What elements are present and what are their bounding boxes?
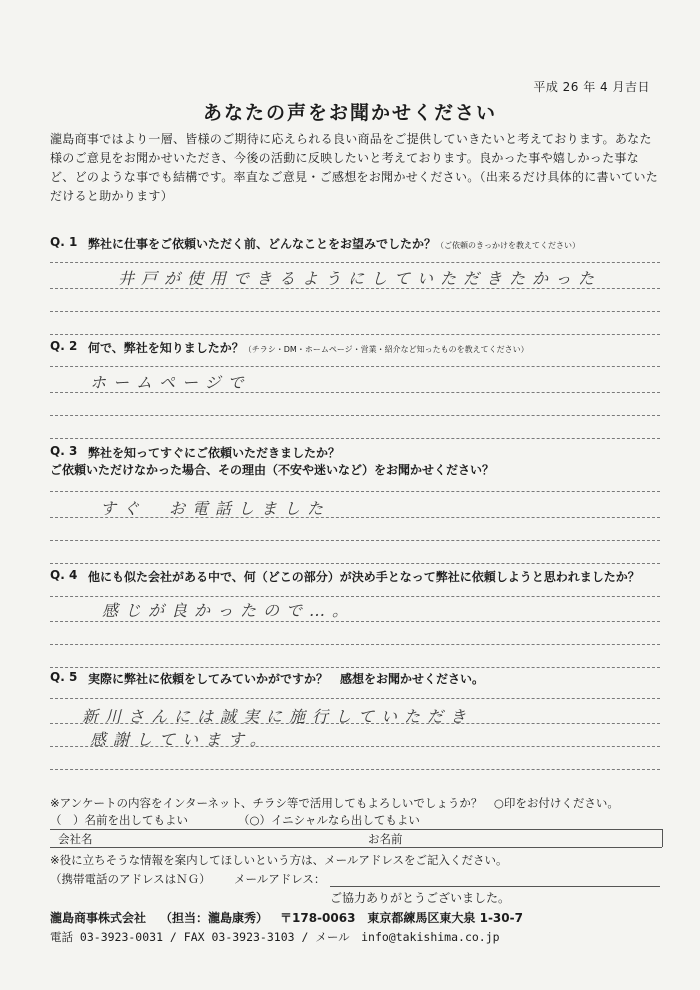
answer-line	[50, 596, 660, 597]
option-initial: （○）イニシャルなら出してもよい	[238, 813, 420, 827]
q5-text: 実際に弊社に依頼をしてみていかがですか？ 感想をお聞かせください。	[88, 672, 485, 686]
answer-line	[50, 491, 660, 492]
answer-line	[50, 334, 660, 335]
company-name: 瀧島商事株式会社	[50, 911, 147, 925]
q3-text2: ご依頼いただけなかった場合、その理由（不安や迷いなど）をお聞かせください？	[50, 463, 495, 477]
q2-label: Q. 2	[50, 339, 78, 353]
q2-answer: ホームページで	[90, 373, 251, 392]
q4-answer: 感じが良かったので…。	[102, 601, 356, 620]
answer-line	[50, 746, 660, 747]
option-name: （ ）名前を出してもよい	[50, 813, 188, 827]
mail-label: メールアドレス：	[234, 872, 326, 886]
q1-note: （ご依頼のきっかけを教えてください）	[436, 241, 581, 250]
q3-answer: すぐ お電話しました	[100, 499, 331, 518]
answer-line	[50, 644, 660, 645]
mobile-note: （携帯電話のアドレスはＮＧ）	[50, 872, 211, 886]
thanks-text: ご協力ありがとうございました。	[330, 891, 511, 905]
name-box-side	[662, 829, 663, 847]
q4-label: Q. 4	[50, 568, 78, 582]
name-box-top	[50, 829, 662, 830]
q1-answer: 井戸が使用できるようにしていただきたかった	[118, 269, 602, 288]
answer-line	[50, 621, 660, 622]
q3-label: Q. 3	[50, 444, 78, 458]
q3-text: 弊社を知ってすぐにご依頼いただきましたか？	[88, 446, 341, 460]
q5-answer-line2: 感謝しています。	[90, 730, 273, 749]
answer-line	[50, 769, 660, 770]
answer-line	[50, 563, 660, 564]
email-field[interactable]	[330, 886, 660, 887]
issue-date: 平成 26 年 4 月吉日	[533, 80, 650, 94]
answer-line	[50, 366, 660, 367]
company-label: 会社名	[58, 832, 93, 846]
answer-line	[50, 262, 660, 263]
name-box-bottom	[50, 847, 662, 848]
q1-label: Q. 1	[50, 235, 78, 249]
answer-line	[50, 288, 660, 289]
intro-paragraph: 瀧島商事ではより一層、皆様のご期待に応えられる良い商品をご提供していきたいと考えております。あなた様のご意見をお聞かせいただき、今後の活動に反映したいと考えております。良かった事や嬉しかった事など、どのような事でも結構です。率直なご意見・ご感想をお聞かせください。（出来るだけ具体的に書いていただけると助かります）	[50, 132, 659, 203]
answer-line	[50, 438, 660, 439]
q2-note: （チラシ・DM・ホームページ・営業・紹介など知ったものを教えてください）	[243, 345, 529, 354]
contact-person: （担当：瀧島康秀）	[160, 911, 269, 925]
info-request: ※役に立ちそうな情報を案内してほしいという方は、メールアドレスをご記入ください。	[50, 853, 508, 867]
answer-line	[50, 415, 660, 416]
answer-line	[50, 517, 660, 518]
contact-line: 電話 03-3923-0031 / FAX 03-3923-3103 / メール info@takishima.co.jp	[50, 930, 500, 944]
page-title: あなたの声をお聞かせください	[202, 102, 497, 124]
q2-text: 何で、弊社を知りましたか？	[88, 341, 244, 355]
q5-label: Q. 5	[50, 670, 78, 684]
answer-line	[50, 723, 660, 724]
answer-line	[50, 667, 660, 668]
answer-line	[50, 311, 660, 312]
q2-question	[88, 339, 529, 356]
q1-question	[88, 235, 580, 252]
q4-text: 他にも似た会社がある中で、何（どこの部分）が決め手となって弊社に依頼しようと思われましたか？	[88, 570, 640, 584]
q5-answer-line1: 新川さんには誠実に施行していただき	[82, 707, 474, 726]
answer-line	[50, 392, 660, 393]
name-label: お名前	[368, 832, 403, 846]
answer-line	[50, 698, 660, 699]
answer-line	[50, 540, 660, 541]
consent-text: ※アンケートの内容をインターネット、チラシ等で活用してもよろしいでしょうか？ ○印をお付けください。	[50, 796, 619, 810]
company-address: 〒178-0063 東京都練馬区東大泉 1-30-7	[280, 911, 523, 925]
q1-text: 弊社に仕事をご依頼いただく前、どんなことをお望みでしたか？	[88, 237, 437, 251]
